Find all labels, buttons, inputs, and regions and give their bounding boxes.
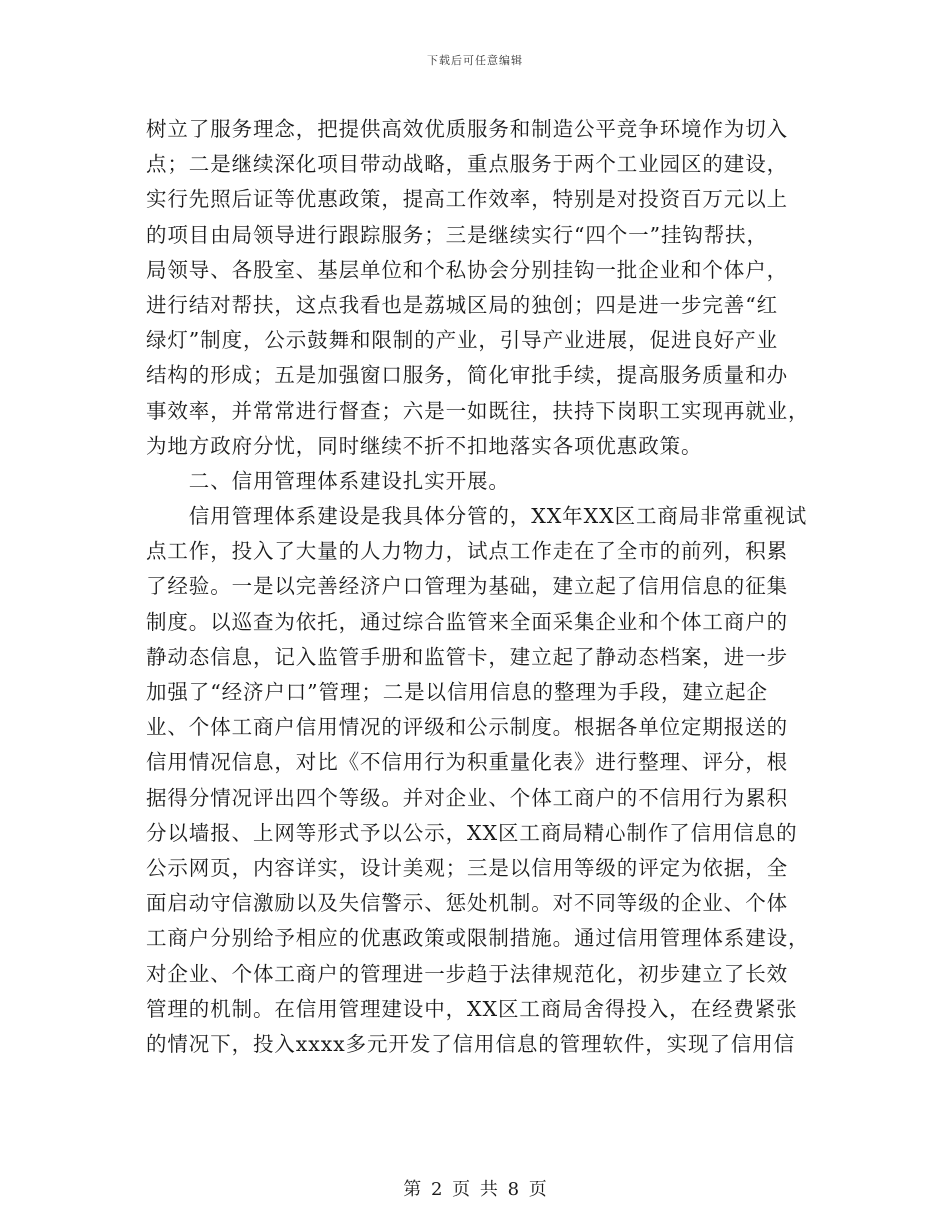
document-body (146, 112, 810, 1062)
text-line: 据得分情况评出四个等级。并对企业、个体工商户的不信用行为累积 (146, 785, 788, 810)
text-line: 绿灯”制度，公示鼓舞和限制的产业，引导产业进展，促进良好产业 (146, 328, 778, 353)
text-line: 制度。以巡查为依托，通过综合监管来全面采集企业和个体工商户的 (146, 609, 788, 634)
section-heading: 二、信用管理体系建设扎实开展。 (146, 468, 510, 493)
text-line: 加强了“经济户口”管理；二是以信用信息的整理为手段，建立起企 (146, 680, 768, 704)
text-line: 的项目由局领导进行跟踪服务；三是继续实行“四个一”挂钩帮扶， (146, 222, 768, 247)
text-line: 为地方政府分忧，同时继续不折不扣地落实各项优惠政策。 (146, 433, 703, 458)
page-header: 下载后可任意编辑 (427, 54, 523, 67)
page-number-footer: 第 2 页 共 8 页 (403, 1179, 547, 1200)
text-line: 公示网页，内容详实，设计美观；三是以信用等级的评定为依据，全 (146, 855, 788, 880)
text-line: 结构的形成；五是加强窗口服务，简化审批手续，提高服务质量和办 (146, 363, 788, 388)
text-line: 局领导、各股室、基层单位和个私协会分别挂钩一批企业和个体户， (146, 257, 788, 282)
text-line: 实行先照后证等优惠政策，提高工作效率，特别是对投资百万元以上 (146, 187, 788, 212)
text-line: 点；二是继续深化项目带动战略，重点服务于两个工业园区的建设， (146, 152, 788, 177)
text-line: 信用管理体系建设是我具体分管的，XX年XX区工商局非常重视试 (146, 504, 808, 529)
text-line: 面启动守信激励以及失信警示、惩处机制。对不同等级的企业、个体 (146, 891, 788, 916)
text-line: 分以墙报、上网等形式予以公示，XX区工商局精心制作了信用信息的 (146, 820, 798, 845)
text-line: 业、个体工商户信用情况的评级和公示制度。根据各单位定期报送的 (146, 715, 788, 740)
text-line: 静动态信息，记入监管手册和监管卡，建立起了静动态档案，进一步 (146, 644, 788, 669)
text-line: 树立了服务理念，把提供高效优质服务和制造公平竞争环境作为切入 (146, 117, 788, 141)
text-line: 对企业、个体工商户的管理进一步趋于法律规范化，初步建立了长效 (146, 961, 788, 986)
text-line: 工商户分别给予相应的优惠政策或限制措施。通过信用管理体系建设， (146, 926, 810, 951)
text-line: 进行结对帮扶，这点我看也是荔城区局的独创；四是进一步完善“红 (146, 292, 778, 317)
text-line: 的情况下，投入xxxx多元开发了信用信息的管理软件，实现了信用信 (146, 1031, 796, 1056)
text-line: 事效率，并常常进行督查；六是一如既往，扶持下岗职工实现再就业， (146, 398, 810, 423)
text-line: 管理的机制。在信用管理建设中，XX区工商局舍得投入，在经费紧张 (146, 996, 798, 1021)
text-line: 点工作，投入了大量的人力物力，试点工作走在了全市的前列，积累 (146, 539, 788, 564)
text-line: 信用情况信息，对比《不信用行为积重量化表》进行整理、评分，根 (146, 750, 788, 775)
text-line: 了经验。一是以完善经济户口管理为基础，建立起了信用信息的征集 (146, 574, 788, 599)
